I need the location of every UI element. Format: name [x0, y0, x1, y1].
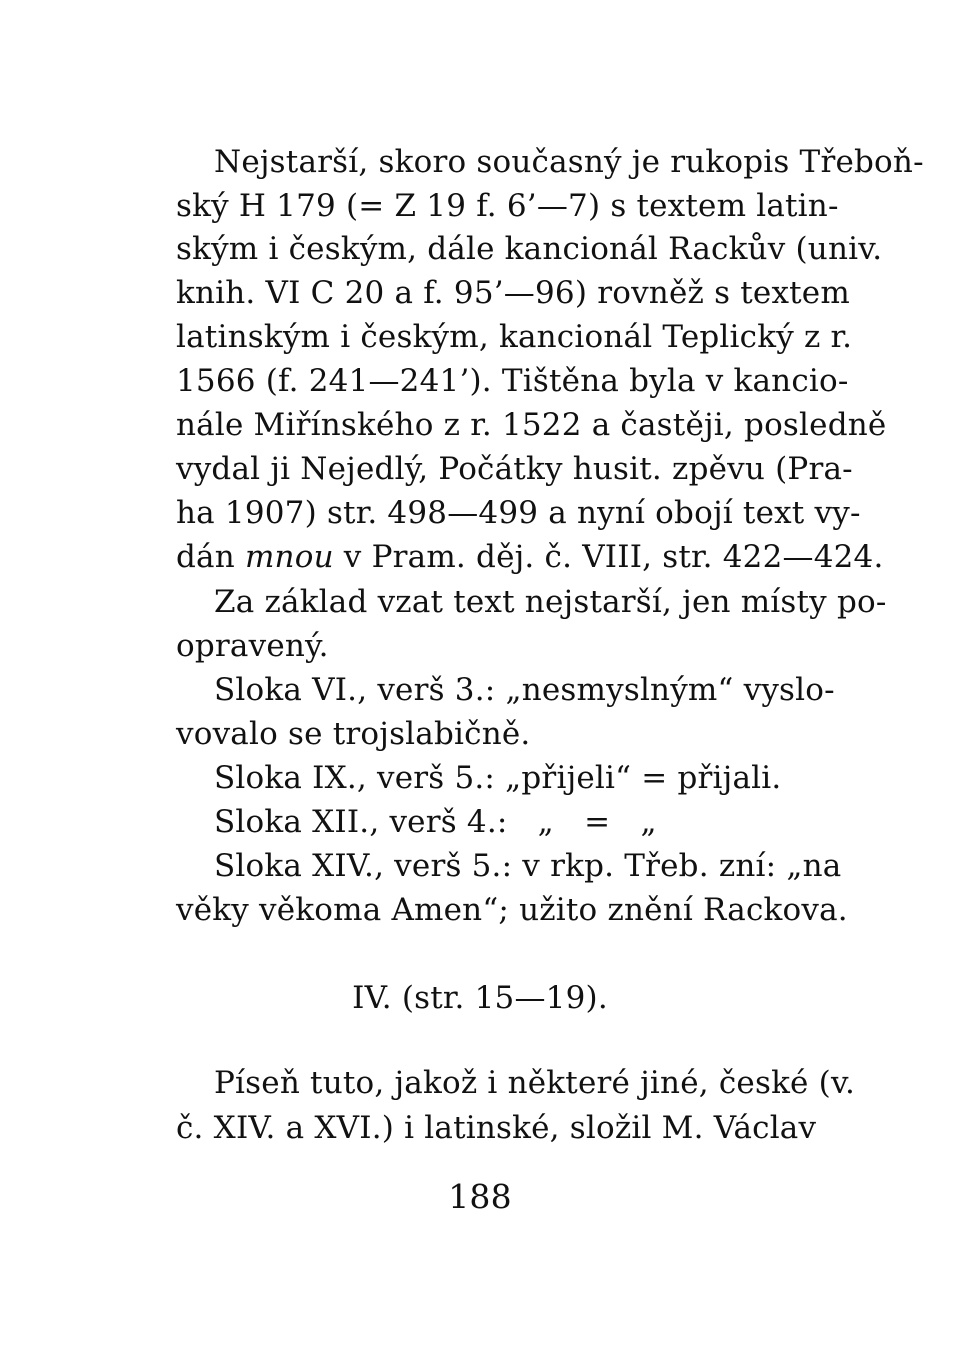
- paragraph-1-line-6: 1566 (f. 241—241’). Tištěna byla v kancio-: [176, 363, 849, 399]
- paragraph-1-line-1: Nejstarší, skoro současný je rukopis Třeboň-: [214, 144, 924, 180]
- paragraph-1-line-4: knih. VI C 20 a f. 95’—96) rovněž s textem: [176, 275, 850, 311]
- note-sloka-9: Sloka IX., verš 5.: „přijeli“ = přijali.: [214, 760, 782, 796]
- paragraph-1-line-3: ským i českým, dále kancionál Rackův (univ.: [176, 231, 883, 267]
- note-sloka-6-line-1: Sloka VI., verš 3.: „nesmyslným“ vyslo-: [214, 672, 835, 708]
- paragraph-3-line-2: č. XIV. a XVI.) i latinské, složil M. Václav: [176, 1110, 817, 1146]
- note-sloka-6-line-2: vovalo se trojslabičně.: [176, 716, 531, 752]
- line-10-end: v Pram. děj. č. VIII, str. 422—424.: [333, 539, 884, 575]
- line-10-start: dán: [176, 539, 245, 575]
- note-sloka-14-line-1: Sloka XIV., verš 5.: v rkp. Třeb. zní: „na: [214, 848, 842, 884]
- paragraph-1-line-9: ha 1907) str. 498—499 a nyní obojí text vy-: [176, 495, 861, 531]
- paragraph-2-line-1: Za základ vzat text nejstarší, jen místy po-: [214, 584, 887, 620]
- paragraph-1-line-5: latinským i českým, kancionál Teplický z r.: [176, 319, 853, 355]
- page-number: 188: [448, 1177, 512, 1216]
- note-sloka-12: Sloka XII., verš 4.: „ = „: [214, 804, 657, 840]
- paragraph-1-line-2: ský H 179 (= Z 19 f. 6’—7) s textem latin-: [176, 188, 839, 224]
- italic-author-word: mnou: [244, 539, 334, 575]
- paragraph-1-line-8: vydal ji Nejedlý, Počátky husit. zpěvu (Pra-: [176, 451, 853, 487]
- paragraph-2-line-2: opravený.: [176, 628, 329, 664]
- note-sloka-14-line-2: věky věkoma Amen“; užito znění Rackova.: [176, 892, 848, 928]
- paragraph-1-line-10: [176, 536, 884, 578]
- paragraph-3-line-1: Píseň tuto, jakož i některé jiné, české (v.: [214, 1065, 856, 1101]
- paragraph-1-line-7: nále Miřínského z r. 1522 a častěji, posledně: [176, 407, 887, 443]
- section-heading: IV. (str. 15—19).: [352, 980, 608, 1016]
